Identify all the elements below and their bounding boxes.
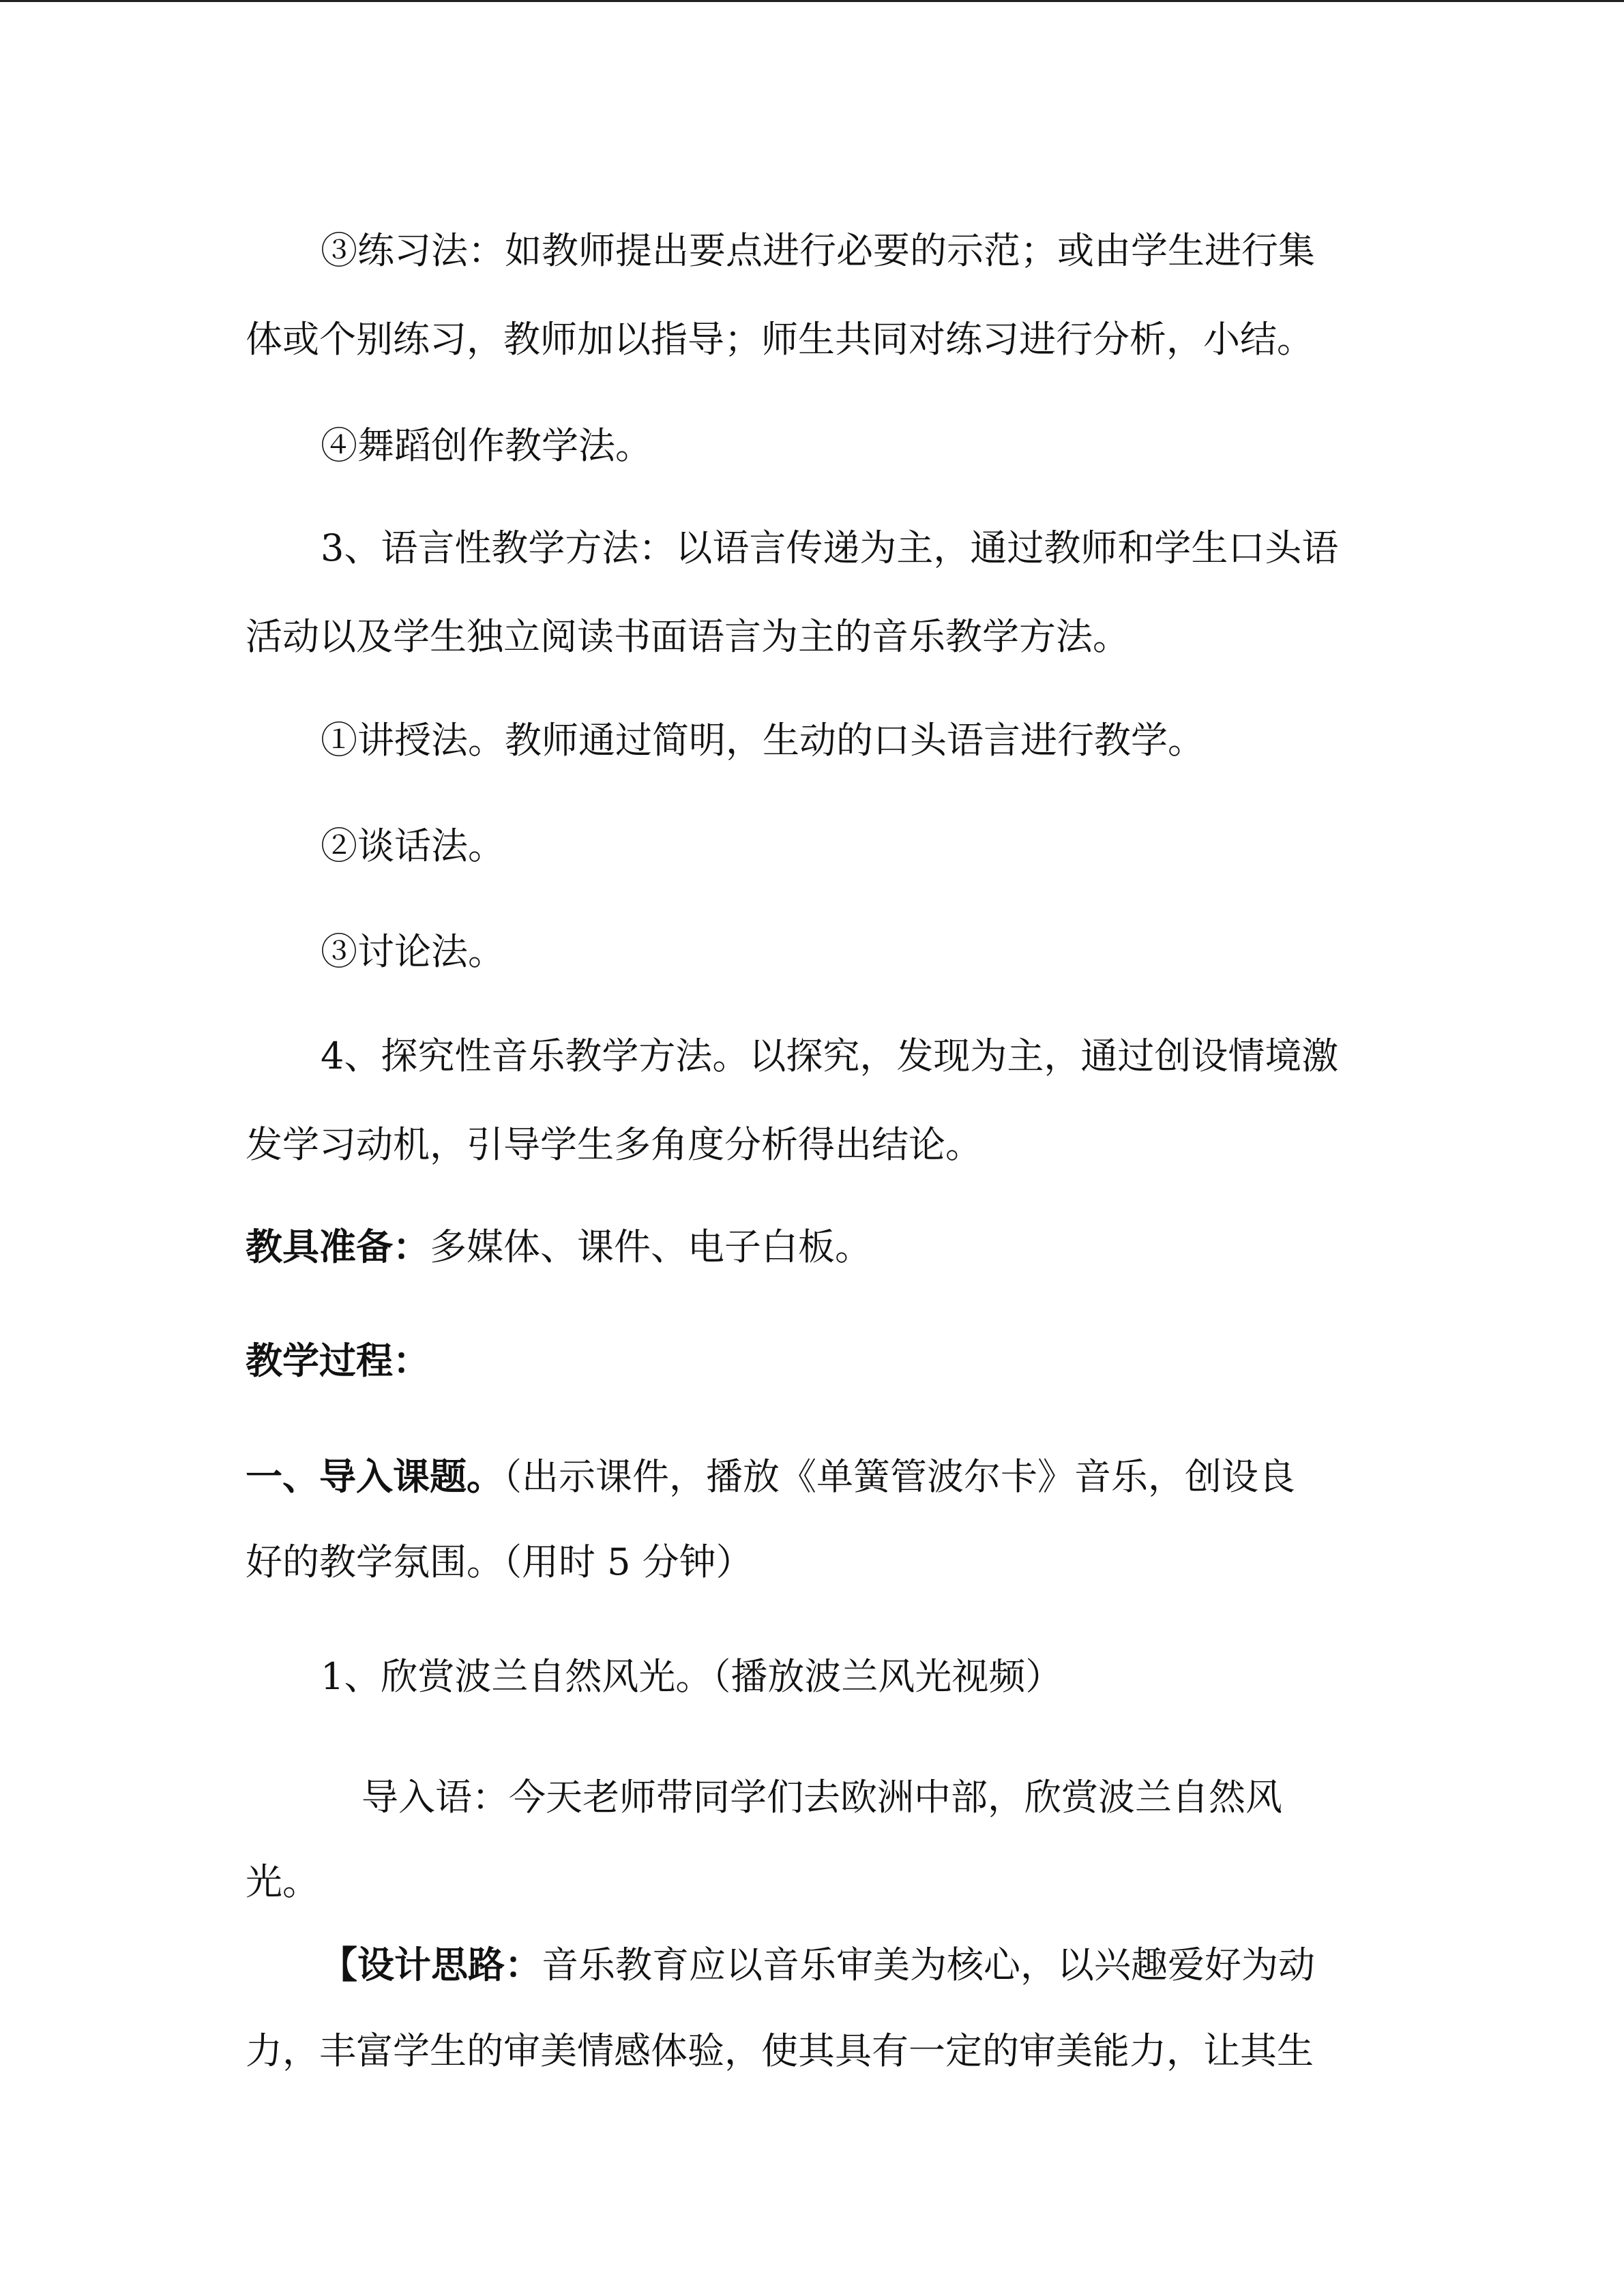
paragraph-inquiry-method-line2: 发学习动机，引导学生多角度分析得出结论。 xyxy=(246,1123,982,1166)
paragraph-conversation-method: ②谈话法。 xyxy=(321,824,505,867)
intro-speech-line2: 光。 xyxy=(246,1860,319,1903)
paragraph-lecture-method: ①讲授法。教师通过简明，生动的口头语言进行教学。 xyxy=(321,719,1205,762)
section-intro-line1 xyxy=(246,1448,1295,1500)
intro-speech-line1: 导入语：今天老师带同学们去欧洲中部，欣赏波兰自然风 xyxy=(361,1776,1282,1819)
paragraph-dance-method: ④舞蹈创作教学法。 xyxy=(321,424,652,467)
design-idea-text: 音乐教育应以音乐审美为核心，以兴趣爱好为动 xyxy=(542,1943,1315,1986)
section-intro-heading: 一、导入课题。 xyxy=(246,1455,503,1498)
paragraph-language-method-line1: 3、语言性教学方法：以语言传递为主，通过教师和学生口头语 xyxy=(321,526,1339,569)
teaching-process-heading: 教学过程： xyxy=(246,1339,430,1382)
teaching-tools xyxy=(246,1218,872,1270)
section-intro-note: （出示课件，播放《单簧管波尔卡》音乐，创设良 xyxy=(503,1455,1295,1498)
paragraph-practice-method-line1: ③练习法：如教师提出要点进行必要的示范；或由学生进行集 xyxy=(321,229,1315,272)
teaching-tools-label: 教具准备： xyxy=(246,1225,430,1268)
paragraph-inquiry-method-line1: 4、探究性音乐教学方法。以探究，发现为主，通过创设情境激 xyxy=(321,1034,1339,1077)
section-intro-line2: 好的教学氛围。（用时 5 分钟） xyxy=(246,1540,753,1583)
design-idea-line1 xyxy=(321,1936,1315,1988)
teaching-tools-text: 多媒体、课件、电子白板。 xyxy=(430,1225,872,1268)
item-enjoy-scenery: 1、欣赏波兰自然风光。（播放波兰风光视频） xyxy=(321,1655,1063,1698)
paragraph-discussion-method: ③讨论法。 xyxy=(321,930,505,973)
paragraph-practice-method-line2: 体或个别练习，教师加以指导；师生共同对练习进行分析，小结。 xyxy=(246,318,1314,361)
design-idea-line2: 力，丰富学生的审美情感体验，使其具有一定的审美能力，让其生 xyxy=(246,2029,1314,2072)
paragraph-language-method-line2: 活动以及学生独立阅读书面语言为主的音乐教学方法。 xyxy=(246,615,1130,658)
design-idea-label: 【设计思路： xyxy=(321,1943,542,1986)
